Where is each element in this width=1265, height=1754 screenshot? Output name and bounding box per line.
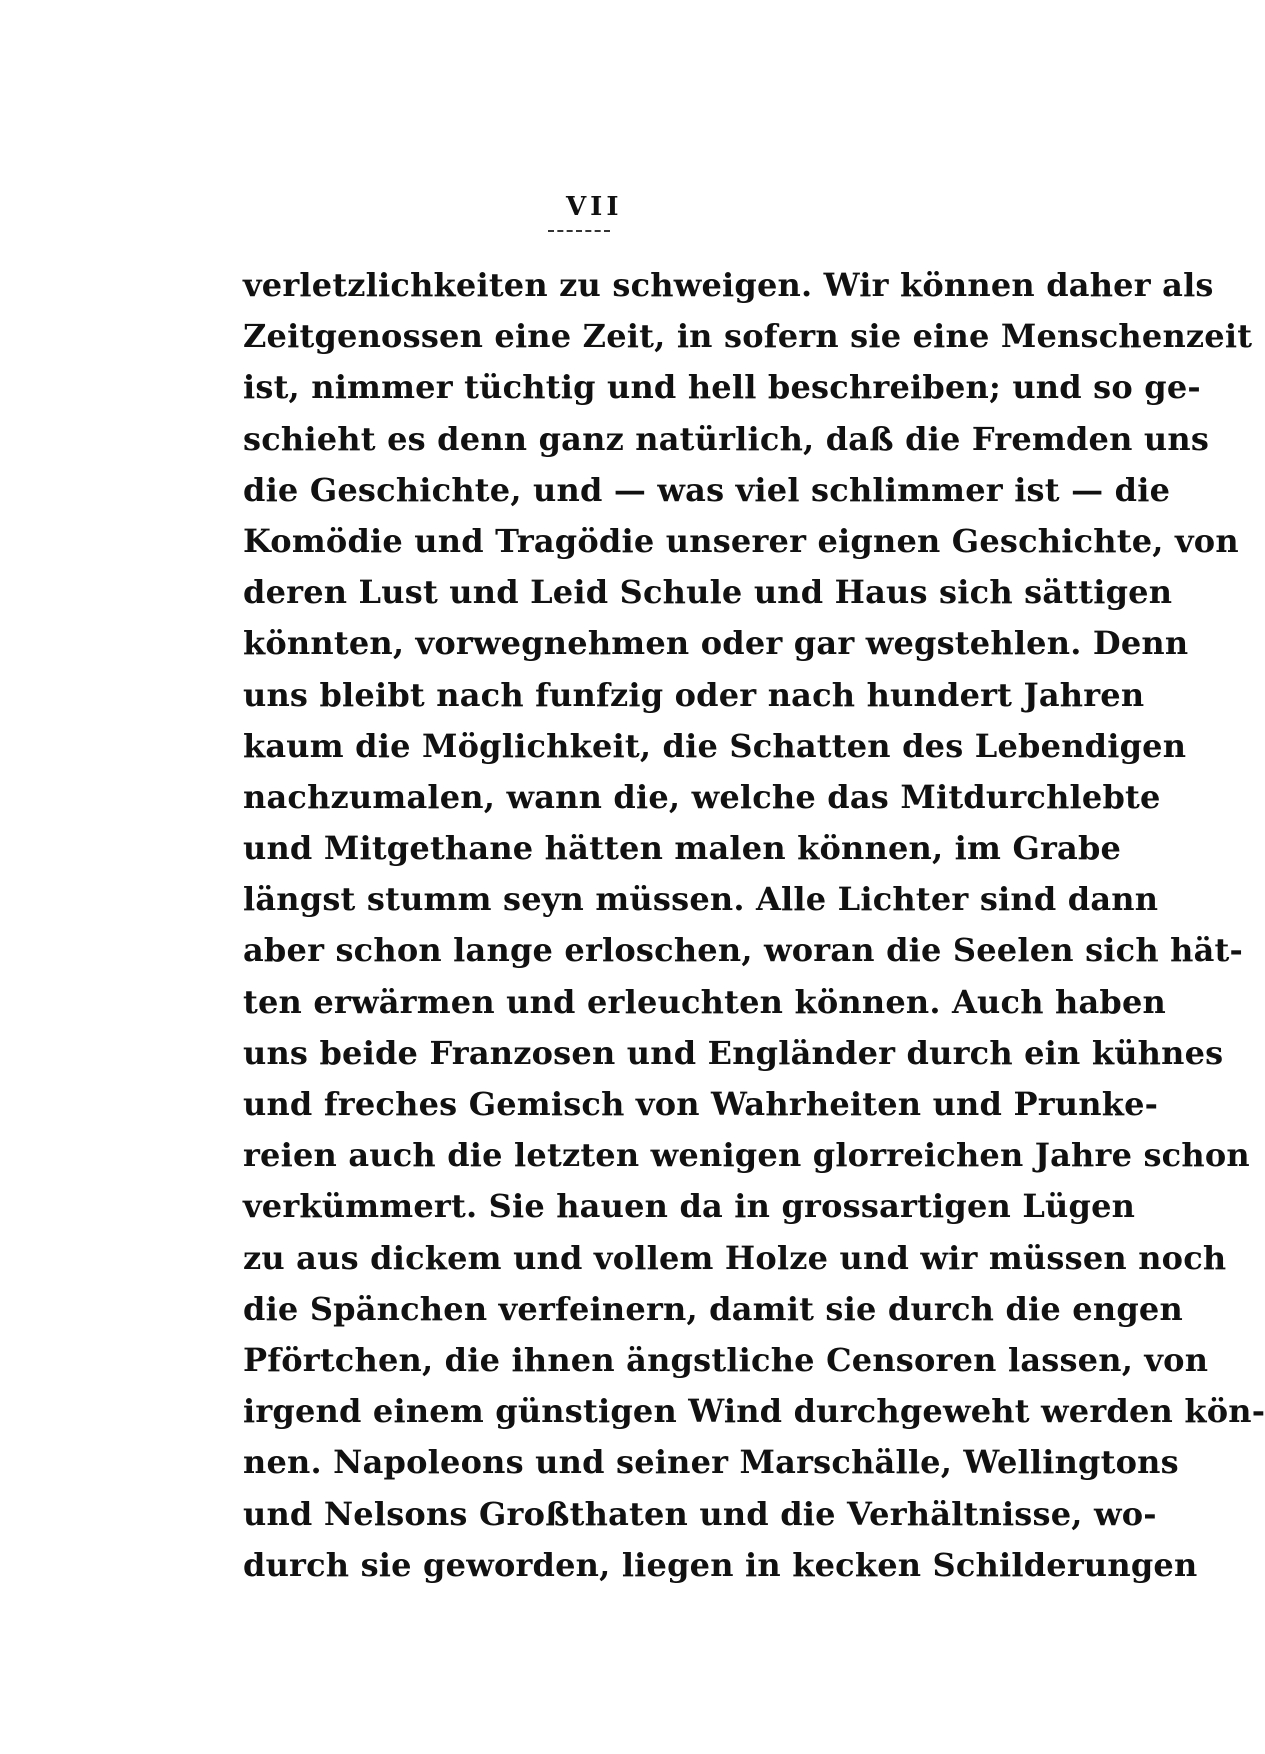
text-line: und Mitgethane hätten malen können, im Grabe [243,829,1122,868]
text-line: die Spänchen verfeinern, damit sie durch die engen [243,1289,1183,1328]
text-line: aber schon lange erloschen, woran die Seelen sich hät- [243,931,1244,970]
text-line: reien auch die letzten wenigen glorreichen Jahre schon [243,1136,1250,1175]
text-line: verletzlichkeiten zu schweigen. Wir können daher als [243,266,1214,304]
text-line: die Geschichte, und — was viel schlimmer ist — die [243,470,1171,509]
text-line: Komödie und Tragödie unserer eignen Geschichte, von [243,521,1239,560]
text-line: und freches Gemisch von Wahrheiten und Prunke- [243,1085,1159,1123]
text-line: nachzumalen, wann die, welche das Mitdurchlebte [243,777,1161,816]
text-line: ten erwärmen und erleuchten können. Auch haben [243,982,1167,1021]
text-line: uns bleibt nach funfzig oder nach hundert Jahren [243,675,1145,714]
text-line: zu aus dickem und vollem Holze und wir müssen noch [243,1238,1227,1277]
text-line: Pförtchen, die ihnen ängstliche Censoren lassen, von [243,1340,1209,1379]
text-line: kaum die Möglichkeit, die Schatten des Lebendigen [243,726,1187,765]
text-line: verkümmert. Sie hauen da in grossartigen Lügen [243,1187,1136,1226]
text-line: und Nelsons Großthaten und die Verhältnisse, wo- [243,1494,1157,1533]
text-line: nen. Napoleons und seiner Marschälle, Wellingtons [243,1443,1179,1482]
text-line: längst stumm seyn müssen. Alle Lichter sind dann [243,880,1159,919]
page-number: VII [566,192,623,222]
body-text [243,260,1265,1591]
text-line: deren Lust und Leid Schule und Haus sich sättigen [243,573,1173,612]
text-line: Zeitgenossen eine Zeit, in sofern sie eine Menschenzeit [243,317,1253,356]
text-line: irgend einem günstigen Wind durchgeweht werden kön- [243,1392,1265,1431]
text-line: uns beide Franzosen und Engländer durch ein kühnes [243,1033,1224,1072]
text-line: ist, nimmer tüchtig und hell beschreiben; und so ge- [243,368,1201,407]
header-rule [548,230,610,232]
text-line: durch sie geworden, liegen in kecken Schilderungen [243,1545,1198,1584]
text-line: könnten, vorwegnehmen oder gar wegstehlen. Denn [243,624,1189,663]
text-line: schieht es denn ganz natürlich, daß die Fremden uns [243,419,1210,458]
